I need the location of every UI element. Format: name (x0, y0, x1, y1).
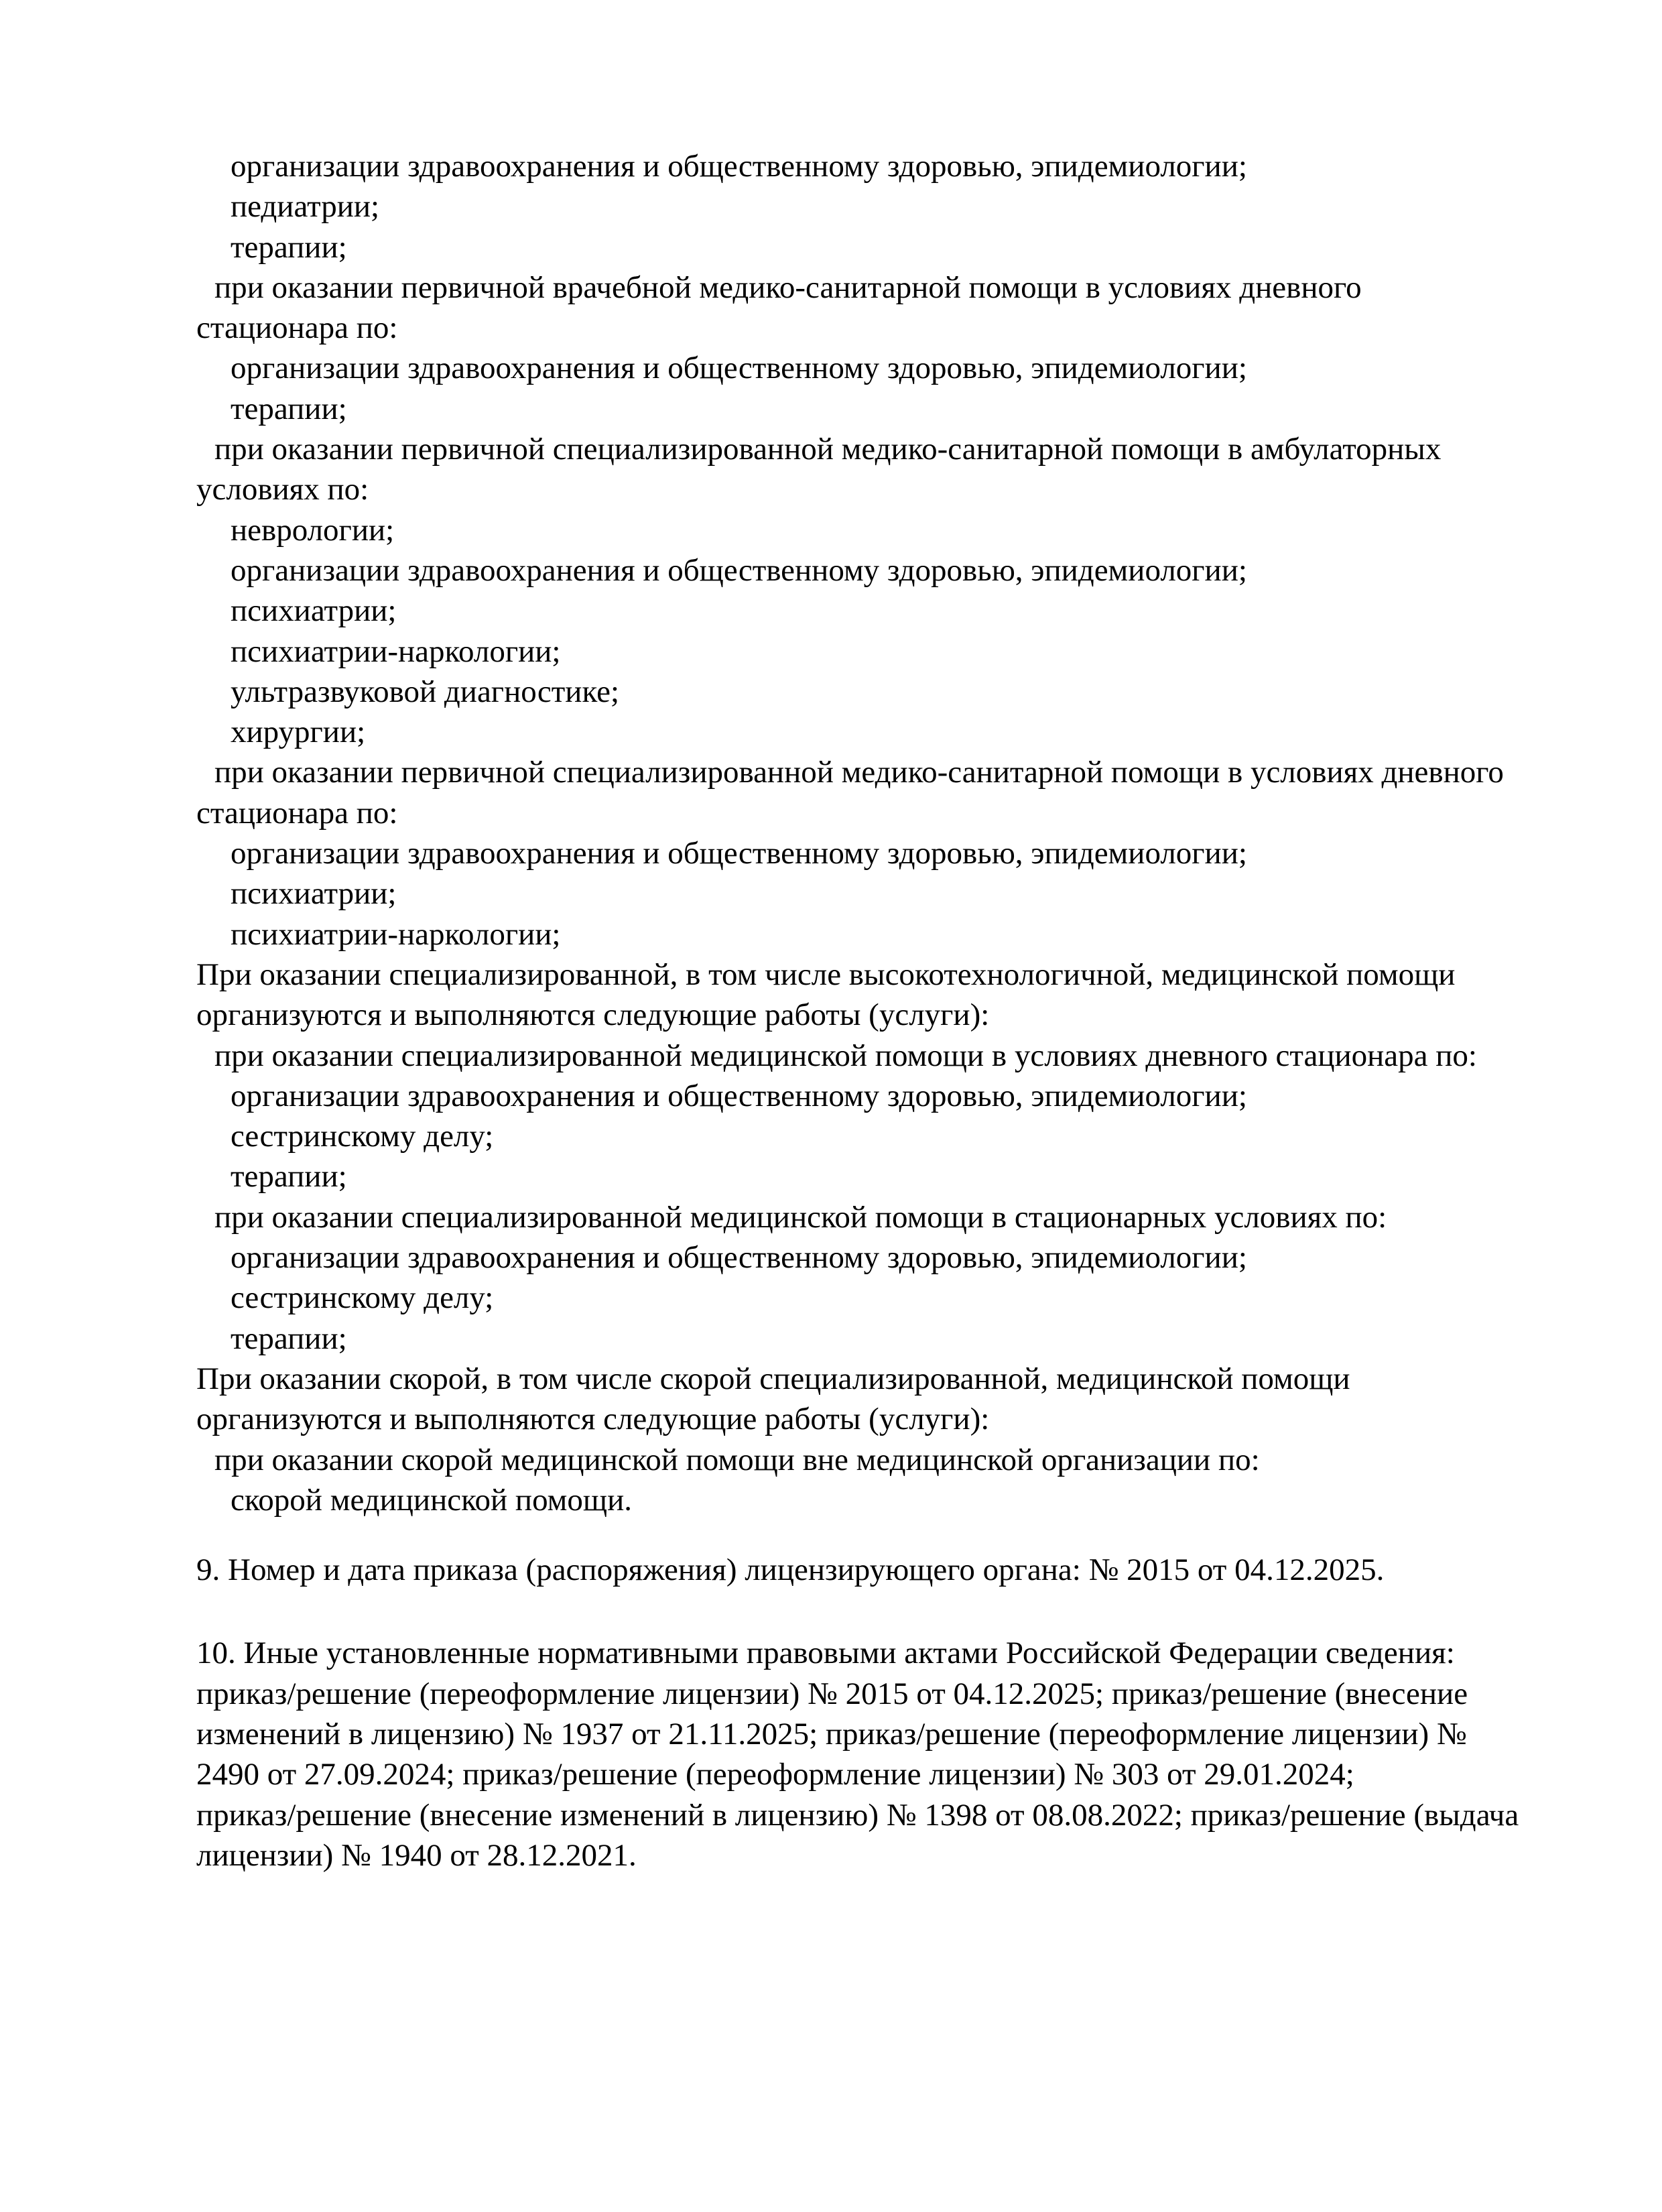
text-line: терапии; (231, 391, 347, 426)
text-line: сестринскому делу; (231, 1119, 494, 1154)
text-line: организуются и выполняются следующие работы (услуги): (196, 1402, 990, 1437)
text-line: психиатрии; (231, 593, 397, 629)
text-line: ультразвуковой диагностике; (231, 674, 620, 709)
text-line: терапии; (231, 229, 347, 265)
text-line: при оказании специализированной медицинской помощи в стационарных условиях по: (214, 1199, 1387, 1235)
text-line: при оказании специализированной медицинской помощи в условиях дневного стационара по: (214, 1038, 1477, 1073)
text-line: терапии; (231, 1320, 347, 1356)
text-line: изменений в лицензию) № 1937 от 21.11.2025; приказ/решение (переоформление лицензии) № (196, 1716, 1467, 1752)
text-line: скорой медицинской помощи. (231, 1482, 633, 1518)
license-text-block (196, 146, 1631, 1876)
text-line: организуются и выполняются следующие работы (услуги): (196, 997, 990, 1033)
text-line: организации здравоохранения и общественному здоровью, эпидемиологии; (231, 351, 1247, 386)
text-line: при оказании скорой медицинской помощи вне медицинской организации по: (214, 1442, 1260, 1477)
text-line: организации здравоохранения и общественному здоровью, эпидемиологии; (231, 552, 1247, 588)
text-line: 2490 от 27.09.2024; приказ/решение (переоформление лицензии) № 303 от 29.01.2024; (196, 1757, 1354, 1792)
text-line: психиатрии-наркологии; (231, 633, 561, 669)
text-line: условиях по: (196, 472, 369, 507)
text-line: 10. Иные установленные нормативными правовыми актами Российской Федерации сведения: (196, 1636, 1455, 1671)
text-line: приказ/решение (переоформление лицензии) № 2015 от 04.12.2025; приказ/решение (внесение (196, 1676, 1468, 1711)
text-line: организации здравоохранения и общественному здоровью, эпидемиологии; (231, 149, 1247, 184)
text-line: терапии; (231, 1159, 347, 1194)
text-line: лицензии) № 1940 от 28.12.2021. (196, 1837, 637, 1873)
text-line: 9. Номер и дата приказа (распоряжения) лицензирующего органа: № 2015 от 04.12.2025. (196, 1552, 1385, 1588)
text-line: при оказании первичной специализированной медико-санитарной помощи в условиях дневного (214, 755, 1504, 790)
text-line: при оказании первичной специализированной медико-санитарной помощи в амбулаторных (214, 432, 1442, 467)
text-line: организации здравоохранения и общественному здоровью, эпидемиологии; (231, 1078, 1247, 1113)
text-line: приказ/решение (внесение изменений в лицензию) № 1398 от 08.08.2022; приказ/решение (выдача (196, 1797, 1519, 1833)
text-line: сестринскому делу; (231, 1280, 494, 1316)
text-line: педиатрии; (231, 189, 380, 225)
text-line: При оказании скорой, в том числе скорой специализированной, медицинской помощи (196, 1361, 1350, 1396)
text-line: При оказании специализированной, в том числе высокотехнологичной, медицинской помощи (196, 957, 1456, 992)
text-line: стационара по: (196, 795, 398, 831)
text-line: хирургии; (231, 715, 366, 750)
text-line: психиатрии; (231, 876, 397, 912)
text-line: организации здравоохранения и общественному здоровью, эпидемиологии; (231, 836, 1247, 871)
text-line: организации здравоохранения и общественному здоровью, эпидемиологии; (231, 1240, 1247, 1276)
text-line: психиатрии-наркологии; (231, 916, 561, 952)
text-line: стационара по: (196, 310, 398, 346)
text-line: неврологии; (231, 512, 395, 548)
text-line: при оказании первичной врачебной медико-санитарной помощи в условиях дневного (214, 269, 1362, 305)
